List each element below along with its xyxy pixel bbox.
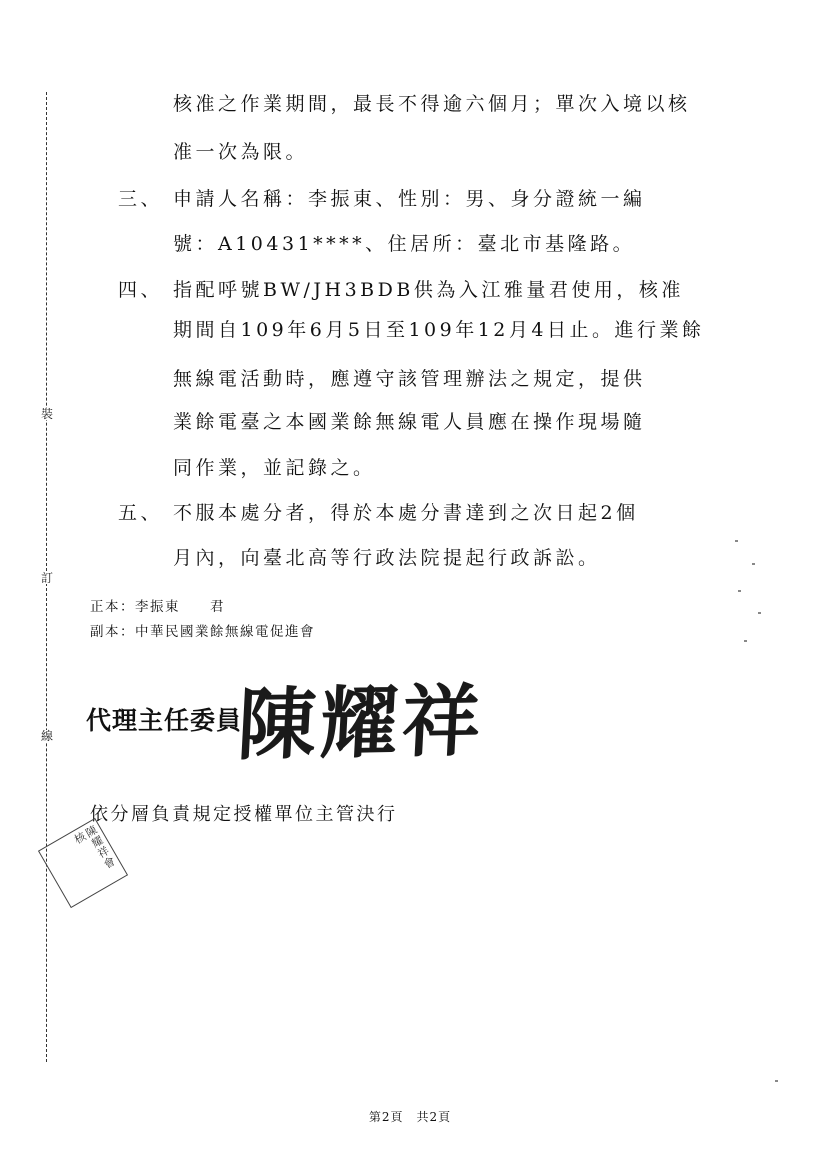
recipient-original: 正本：李振東 君	[90, 599, 225, 615]
seal-text: 陳耀祥會核	[71, 823, 118, 872]
binding-char-bind: 裝	[41, 407, 54, 421]
recipient-copy: 副本：中華民國業餘無線電促進會	[90, 624, 315, 640]
signatory-name-signature: 陳耀祥	[235, 675, 487, 772]
scan-mark	[752, 563, 755, 565]
item-4-line-3: 無線電活動時，應遵守該管理辦法之規定，提供	[173, 368, 646, 390]
item-5-line-2: 月內，向臺北高等行政法院提起行政訴訟。	[173, 547, 601, 569]
page-number: 第2頁 共2頁	[368, 1110, 452, 1124]
item-5-line-1: 不服本處分者，得於本處分書達到之次日起2個	[173, 502, 639, 524]
binding-char-line: 線	[41, 729, 54, 743]
scan-mark	[738, 590, 741, 592]
item-4-number: 四、	[118, 279, 164, 301]
item-4-line-4: 業餘電臺之本國業餘無線電人員應在操作現場隨	[173, 411, 646, 433]
item-4-line-1: 指配呼號BW/JH3BDB供為入江雅量君使用，核准	[173, 279, 684, 301]
item-5-number: 五、	[118, 502, 164, 524]
continuation-line-1: 核准之作業期間，最長不得逾六個月；單次入境以核	[173, 93, 691, 115]
scan-mark	[744, 640, 747, 642]
delegation-note: 依分層負責規定授權單位主管決行	[90, 804, 398, 825]
item-3-line-1: 申請人名稱：李振東、性別：男、身分證統一編	[173, 188, 646, 210]
item-3-number: 三、	[118, 188, 164, 210]
item-4-line-5: 同作業，並記錄之。	[173, 457, 376, 479]
scan-mark	[775, 1080, 778, 1082]
signatory-title: 代理主任委員	[86, 706, 243, 735]
binding-char-staple: 訂	[41, 571, 54, 585]
item-3-line-2: 號：A10431****、住居所：臺北市基隆路。	[173, 233, 636, 255]
scan-mark	[758, 612, 761, 614]
scan-mark	[735, 540, 738, 542]
item-4-line-2: 期間自109年6月5日至109年12月4日止。進行業餘	[173, 319, 705, 341]
continuation-line-2: 准一次為限。	[173, 141, 309, 163]
approval-seal	[38, 818, 128, 908]
